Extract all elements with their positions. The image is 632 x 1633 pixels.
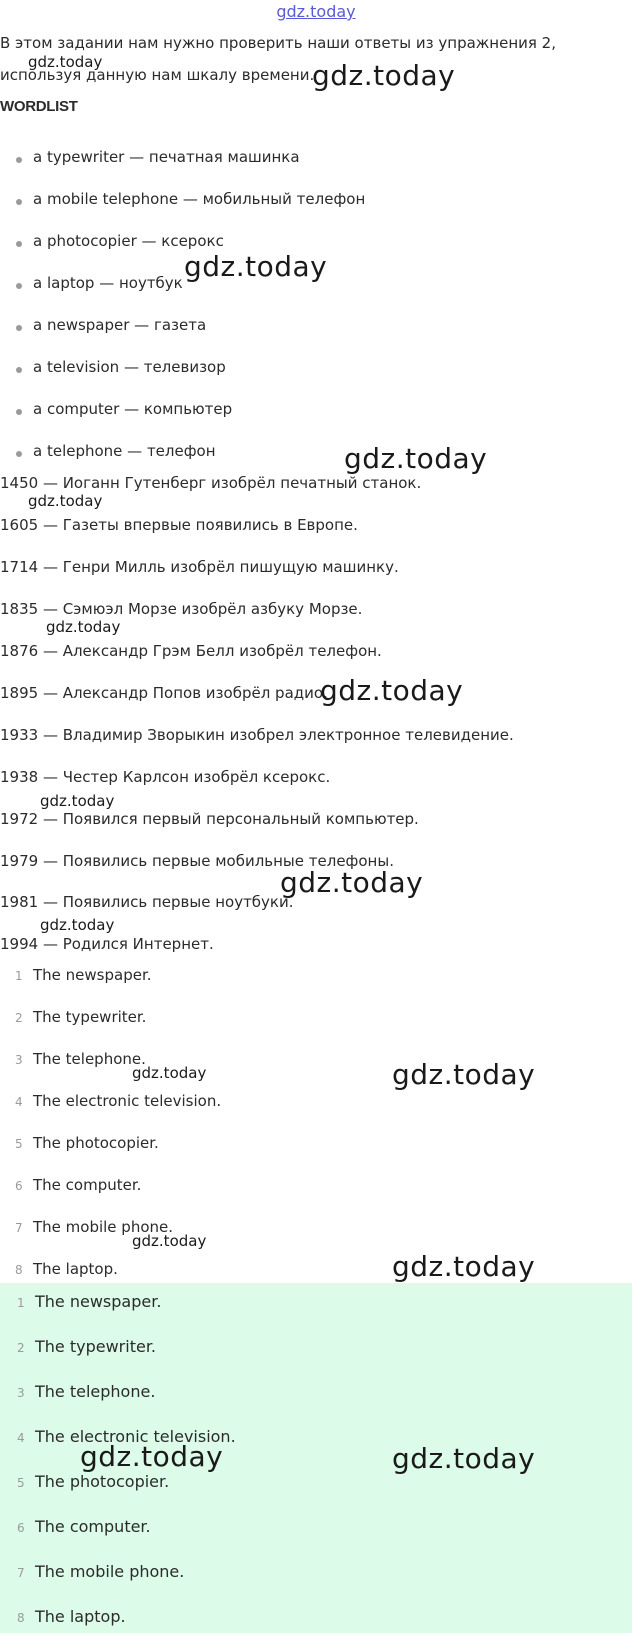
watermark: gdz.today bbox=[320, 674, 464, 707]
watermark: gdz.today bbox=[132, 1064, 207, 1082]
timeline-item: 1981 — Появились первые ноутбуки. bbox=[0, 893, 294, 911]
answer-item: The photocopier. bbox=[33, 1134, 159, 1152]
answer-item: The telephone. bbox=[35, 1382, 156, 1401]
timeline-item: 1605 — Газеты впервые появились в Европе. bbox=[0, 516, 358, 534]
answer-number: 3 bbox=[15, 1053, 23, 1067]
watermark: gdz.today bbox=[28, 53, 103, 71]
answer-number: 6 bbox=[17, 1521, 25, 1535]
wordlist-item: a telephone — телефон bbox=[33, 442, 216, 460]
wordlist-item: a computer — компьютер bbox=[33, 400, 233, 418]
watermark: gdz.today bbox=[132, 1232, 207, 1250]
answer-number: 8 bbox=[15, 1263, 23, 1277]
watermark: gdz.today bbox=[40, 792, 115, 810]
bullet-icon bbox=[16, 409, 22, 415]
bullet-icon bbox=[16, 451, 22, 457]
answer-number: 7 bbox=[15, 1221, 23, 1235]
bullet-icon bbox=[16, 325, 22, 331]
timeline-item: 1450 — Иоганн Гутенберг изобрёл печатный станок. bbox=[0, 474, 422, 492]
answer-item: The newspaper. bbox=[33, 966, 152, 984]
watermark: gdz.today bbox=[280, 866, 424, 899]
timeline-item: 1933 — Владимир Зворыкин изобрел электронное телевидение. bbox=[0, 726, 514, 744]
answer-number: 6 bbox=[15, 1179, 23, 1193]
watermark: gdz.today bbox=[392, 1250, 536, 1283]
intro-text-line-2: используя данную нам шкалу времени. bbox=[0, 66, 315, 84]
watermark: gdz.today bbox=[344, 442, 488, 475]
bullet-icon bbox=[16, 367, 22, 373]
wordlist-item: a typewriter — печатная машинка bbox=[33, 148, 300, 166]
watermark: gdz.today bbox=[80, 1440, 224, 1473]
answer-item: The laptop. bbox=[33, 1260, 118, 1278]
answer-item: The mobile phone. bbox=[35, 1562, 185, 1581]
watermark: gdz.today bbox=[392, 1058, 536, 1091]
wordlist-item: a laptop — ноутбук bbox=[33, 274, 183, 292]
bullet-icon bbox=[16, 199, 22, 205]
timeline-item: 1895 — Александр Попов изобрёл радио. bbox=[0, 684, 328, 702]
site-link[interactable]: gdz.today bbox=[276, 2, 356, 21]
answer-item: The electronic television. bbox=[33, 1092, 222, 1110]
answer-number: 1 bbox=[17, 1296, 25, 1310]
answer-item: The typewriter. bbox=[35, 1337, 157, 1356]
bullet-icon bbox=[16, 241, 22, 247]
answer-number: 7 bbox=[17, 1566, 25, 1580]
watermark: gdz.today bbox=[312, 59, 456, 92]
wordlist-item: a television — телевизор bbox=[33, 358, 226, 376]
watermark: gdz.today bbox=[46, 618, 121, 636]
bullet-icon bbox=[16, 157, 22, 163]
timeline-item: 1938 — Честер Карлсон изобрёл ксерокс. bbox=[0, 768, 331, 786]
timeline-item: 1835 — Сэмюэл Морзе изобрёл азбуку Морзе. bbox=[0, 600, 363, 618]
answer-item: The typewriter. bbox=[33, 1008, 147, 1026]
wordlist-item: a newspaper — газета bbox=[33, 316, 207, 334]
answer-number: 8 bbox=[17, 1611, 25, 1625]
answer-number: 4 bbox=[15, 1095, 23, 1109]
answer-item: The telephone. bbox=[33, 1050, 146, 1068]
timeline-item: 1994 — Родился Интернет. bbox=[0, 935, 214, 953]
answer-number: 5 bbox=[15, 1137, 23, 1151]
timeline-item: 1876 — Александр Грэм Белл изобрёл телефон. bbox=[0, 642, 382, 660]
answer-number: 4 bbox=[17, 1431, 25, 1445]
answer-item: The laptop. bbox=[35, 1607, 126, 1626]
wordlist-title: WORDLIST bbox=[0, 98, 78, 115]
timeline-item: 1714 — Генри Милль изобрёл пишущую машинку. bbox=[0, 558, 399, 576]
answer-item: The mobile phone. bbox=[33, 1218, 174, 1236]
watermark: gdz.today bbox=[28, 492, 103, 510]
answer-number: 3 bbox=[17, 1386, 25, 1400]
answer-item: The photocopier. bbox=[35, 1472, 170, 1491]
timeline-item: 1979 — Появились первые мобильные телефоны. bbox=[0, 852, 394, 870]
bullet-icon bbox=[16, 283, 22, 289]
watermark: gdz.today bbox=[184, 250, 328, 283]
answer-item: The newspaper. bbox=[35, 1292, 162, 1311]
answer-item: The electronic television. bbox=[35, 1427, 236, 1446]
wordlist-item: a photocopier — ксерокс bbox=[33, 232, 224, 250]
answer-item: The computer. bbox=[33, 1176, 142, 1194]
wordlist-item: a mobile telephone — мобильный телефон bbox=[33, 190, 366, 208]
watermark: gdz.today bbox=[40, 916, 115, 934]
answer-number: 2 bbox=[17, 1341, 25, 1355]
watermark: gdz.today bbox=[392, 1442, 536, 1475]
answer-number: 5 bbox=[17, 1476, 25, 1490]
intro-text-line-1: В этом задании нам нужно проверить наши ответы из упражнения 2, bbox=[0, 34, 556, 52]
timeline-item: 1972 — Появился первый персональный компьютер. bbox=[0, 810, 419, 828]
answer-number: 2 bbox=[15, 1011, 23, 1025]
answer-number: 1 bbox=[15, 969, 23, 983]
answer-item: The computer. bbox=[35, 1517, 151, 1536]
